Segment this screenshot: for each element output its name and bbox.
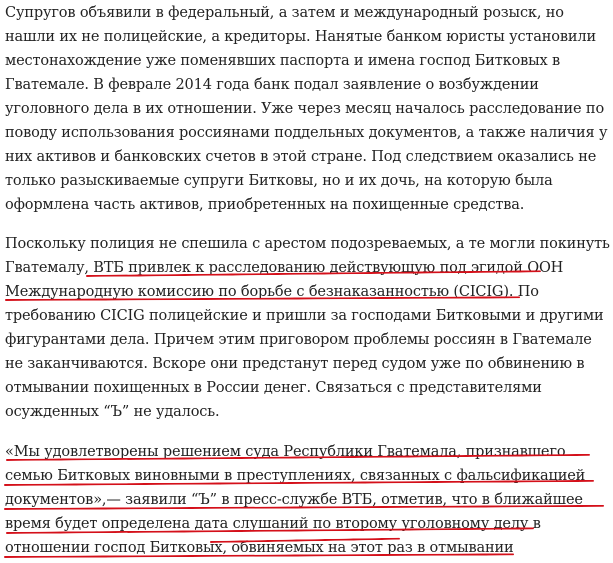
text-line: отношении господ Битковых, обвиняемых на этот раз в отмывании	[5, 540, 514, 556]
text-line: время будет определена дата слушаний по второму уголовному делу в	[5, 516, 541, 532]
text-line: Гватемалу, ВТБ привлек к расследованию действующую под эгидой ООН	[5, 260, 564, 276]
text-line: уголовного дела в их отношении. Уже через месяц началось расследование по	[5, 101, 605, 117]
text-line: Гватемале. В феврале 2014 года банк подал заявление о возбуждении	[5, 77, 539, 93]
text-line: отмывании похищенных в России денег. Связаться с представителями	[5, 380, 542, 396]
text-line: них активов и банковских счетов в этой стране. Под следствием оказались не	[5, 149, 597, 165]
text-line: оформлена часть активов, приобретенных на похищенные средства.	[5, 197, 525, 213]
text-line: нашли их не полицейские, а кредиторы. Нанятые банком юристы установили	[5, 29, 596, 45]
text-line: семью Битковых виновными в преступлениях, связанных с фальсификацией	[5, 468, 586, 484]
text-line: Международную комиссию по борьбе с безнаказанностью (CICIG). По	[5, 284, 539, 300]
text-line: только разыскиваемые супруги Битковы, но и их дочь, на которую была	[5, 173, 553, 189]
text-line: местонахождение уже поменявших паспорта и имена господ Битковых в	[5, 53, 561, 69]
text-line: осужденных “Ъ” не удалось.	[5, 404, 220, 420]
text-line: не заканчиваются. Вскоре они предстанут перед судом уже по обвинению в	[5, 356, 585, 372]
text-line: поводу использования россиянами поддельных документов, а также наличия у	[5, 125, 608, 141]
text-line: Супругов объявили в федеральный, а затем и международный розыск, но	[5, 5, 564, 21]
text-line: «Мы удовлетворены решением суда Республики Гватемала, признавшего	[5, 444, 566, 460]
text-line: требованию CICIG полицейские и пришли за господами Битковыми и другими	[5, 308, 604, 324]
text-line: Поскольку полиция не спешила с арестом подозреваемых, а те могли покинуть	[5, 236, 610, 252]
text-line: фигурантами дела. Причем этим приговором проблемы россиян в Гватемале	[5, 332, 592, 348]
text-line: документов»,— заявили “Ъ” в пресс-службе ВТБ, отметив, что в ближайшее	[5, 492, 583, 508]
